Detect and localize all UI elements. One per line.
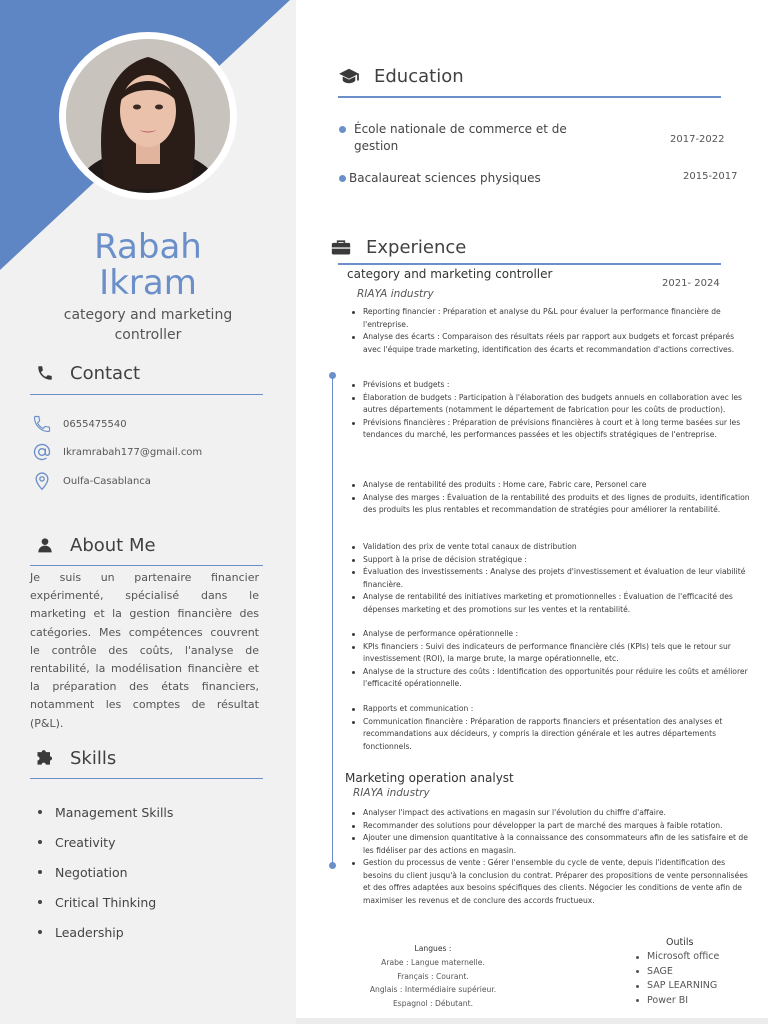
- list-item: Analyse de performance opérationnelle :: [351, 628, 754, 641]
- language-item: Anglais : Intermédiaire supérieur.: [369, 985, 497, 995]
- list-item: Prévisions financières : Préparation de prévisions financières à court et à long terme basées sur les tendances du marché, les performances passées et les objectifs stratégiques de l'entreprise.: [351, 417, 754, 442]
- education-divider: [338, 96, 721, 98]
- job-role-1: category and marketing controller: [347, 267, 553, 281]
- experience-heading: Experience: [330, 234, 466, 260]
- job1-bullets-group-6: [351, 703, 754, 753]
- list-item: SAGE: [636, 965, 719, 980]
- list-item: Power BI: [636, 994, 719, 1009]
- about-heading: About Me: [34, 532, 156, 558]
- list-item: Analyse des écarts : Comparaison des résultats réels par rapport aux budgets et forcast préparés avec l'équipe trade marketing, identification des écarts et recommandation d'actions correctives.: [351, 331, 754, 356]
- phone-outline-icon: [32, 414, 52, 434]
- contact-location: [32, 471, 151, 491]
- email-link[interactable]: Ikramrabah177@gmail.com: [63, 446, 203, 458]
- last-name: Ikram: [99, 263, 197, 303]
- list-item: Évaluation des investissements : Analyse des projets d'investissement et évaluation de leur viabilité financière.: [351, 566, 754, 591]
- location-pin-icon: [32, 471, 52, 491]
- sidebar: [0, 0, 296, 1024]
- profile-title: category and marketing controller: [63, 307, 233, 343]
- job-company-2: RIAYA industry: [353, 787, 430, 799]
- list-item: Ajouter une dimension quantitative à la connaissance des consommateurs afin de les satisfaire et de les fidéliser par des actions en magasin.: [351, 832, 754, 857]
- job1-bullets-group-3: [351, 479, 754, 517]
- at-icon: [32, 442, 52, 462]
- first-name: Rabah: [94, 227, 202, 267]
- list-item: Gestion du processus de vente : Gérer l'ensemble du cycle de vente, depuis l'identification des besoins du client jusqu'à la conclusion du contrat. Préparer des propositions de vente personnalisées et des offres adaptées aux besoins spécifiques des clients. Négocier les conditions de vente afin de maximiser les revenus et de conclure des accords fructueux.: [351, 857, 754, 907]
- page-footer-bar: [296, 1018, 768, 1024]
- about-divider: [30, 565, 263, 566]
- job-date-1: 2021- 2024: [662, 278, 720, 289]
- list-item: Analyse de rentabilité des produits : Home care, Fabric care, Personel care: [351, 479, 754, 492]
- profile-photo: [66, 39, 230, 193]
- list-item: Analyser l'impact des activations en magasin sur l'évolution du chiffre d'affaire.: [351, 807, 754, 820]
- job2-bullets: [351, 807, 754, 907]
- job-role-2: Marketing operation analyst: [345, 771, 514, 785]
- list-item: Management Skills: [38, 797, 173, 827]
- list-item: Élaboration de budgets : Participation à l'élaboration des budgets annuels en collaboration avec les autres départements (notamment le département de fabrication pour les coûts de production).: [351, 392, 754, 417]
- tools-heading: Outils: [666, 937, 694, 948]
- language-item: Arabe : Langue maternelle.: [381, 957, 485, 967]
- location-text: Oulfa-Casablanca: [63, 475, 151, 487]
- graduation-cap-icon: [338, 65, 360, 87]
- language-item: Espagnol : Débutant.: [393, 999, 473, 1009]
- list-item: Microsoft office: [636, 950, 719, 965]
- education-item-1: École nationale de commerce et de gestion: [354, 122, 567, 153]
- job1-bullets-group-2: [351, 379, 754, 442]
- job-company-1: RIAYA industry: [357, 288, 434, 300]
- list-item: Prévisions et budgets :: [351, 379, 754, 392]
- about-text: Je suis un partenaire financier expérimenté, spécialisé dans le marketing et la gestion financière des catégories. Mes compétences couvrent le contrôle des coûts, l'analyse de rentabilité, la modélisation financière et la préparation des états financiers, notamment les comptes de résultat (P&L).: [30, 571, 259, 730]
- timeline-dot: [329, 862, 336, 869]
- tools-list: [636, 950, 719, 1008]
- skills-divider: [30, 778, 263, 779]
- job1-bullets-group-1: [351, 306, 754, 356]
- contact-heading: Contact: [34, 360, 140, 386]
- list-item: Reporting financier : Préparation et analyse du P&L pour évaluer la performance financière de l'entreprise.: [351, 306, 754, 331]
- list-item: Analyse de la structure des coûts : Identification des opportunités pour réduire les coûts et améliorer l'efficacité opérationnelle.: [351, 666, 754, 691]
- experience-timeline: [332, 375, 333, 865]
- timeline-dot: [339, 126, 346, 133]
- list-item: Critical Thinking: [38, 887, 173, 917]
- list-item: Validation des prix de vente total canaux de distribution: [351, 541, 754, 554]
- puzzle-icon: [34, 747, 56, 769]
- list-item: Negotiation: [38, 857, 173, 887]
- list-item: Communication financière : Préparation de rapports financiers et présentation des analyses et recommandations aux décideurs, y compris la direction générale et les autres départements fonctionnels.: [351, 716, 754, 754]
- education-date-1: 2017-2022: [670, 134, 725, 145]
- list-item: Creativity: [38, 827, 173, 857]
- contact-phone: [32, 414, 127, 434]
- experience-divider: [338, 263, 721, 265]
- phone-icon: [34, 362, 56, 384]
- list-item: Support à la prise de décision stratégique :: [351, 554, 754, 567]
- skills-list: [38, 797, 173, 947]
- contact-email: [32, 442, 202, 462]
- briefcase-icon: [330, 236, 352, 258]
- list-item: Leadership: [38, 917, 173, 947]
- list-item: Analyse de rentabilité des initiatives marketing et promotionnelles : Évaluation de l'efficacité des dépenses marketing et des promotions sur les ventes et la rentabilité.: [351, 591, 754, 616]
- contact-divider: [30, 394, 263, 395]
- timeline-dot: [329, 372, 336, 379]
- languages-section: [340, 942, 526, 1011]
- list-item: Recommander des solutions pour développer la part de marché des marques à faible rotation.: [351, 820, 754, 833]
- education-item-2: Bacalaureat sciences physiques: [349, 171, 541, 185]
- list-item: KPIs financiers : Suivi des indicateurs de performance financière clés (KPIs) tels que le retour sur investissement (ROI), la marge brute, la marge opérationnelle, etc.: [351, 641, 754, 666]
- phone-number[interactable]: 0655475540: [63, 418, 127, 430]
- languages-heading: Langues :: [414, 944, 452, 953]
- list-item: Rapports et communication :: [351, 703, 754, 716]
- skills-heading: Skills: [34, 745, 116, 771]
- list-item: Analyse des marges : Évaluation de la rentabilité des produits et des lignes de produits, identification des produits les plus rentables et recommandation de stratégies pour améliorer la rentabilité.: [351, 492, 754, 517]
- job1-bullets-group-4: [351, 541, 754, 616]
- education-heading: Education: [338, 63, 464, 89]
- language-item: Français : Courant.: [397, 971, 469, 981]
- education-date-2: 2015-2017: [683, 171, 738, 182]
- job1-bullets-group-5: [351, 628, 754, 691]
- timeline-dot: [339, 175, 346, 182]
- list-item: SAP LEARNING: [636, 979, 719, 994]
- user-icon: [34, 534, 56, 556]
